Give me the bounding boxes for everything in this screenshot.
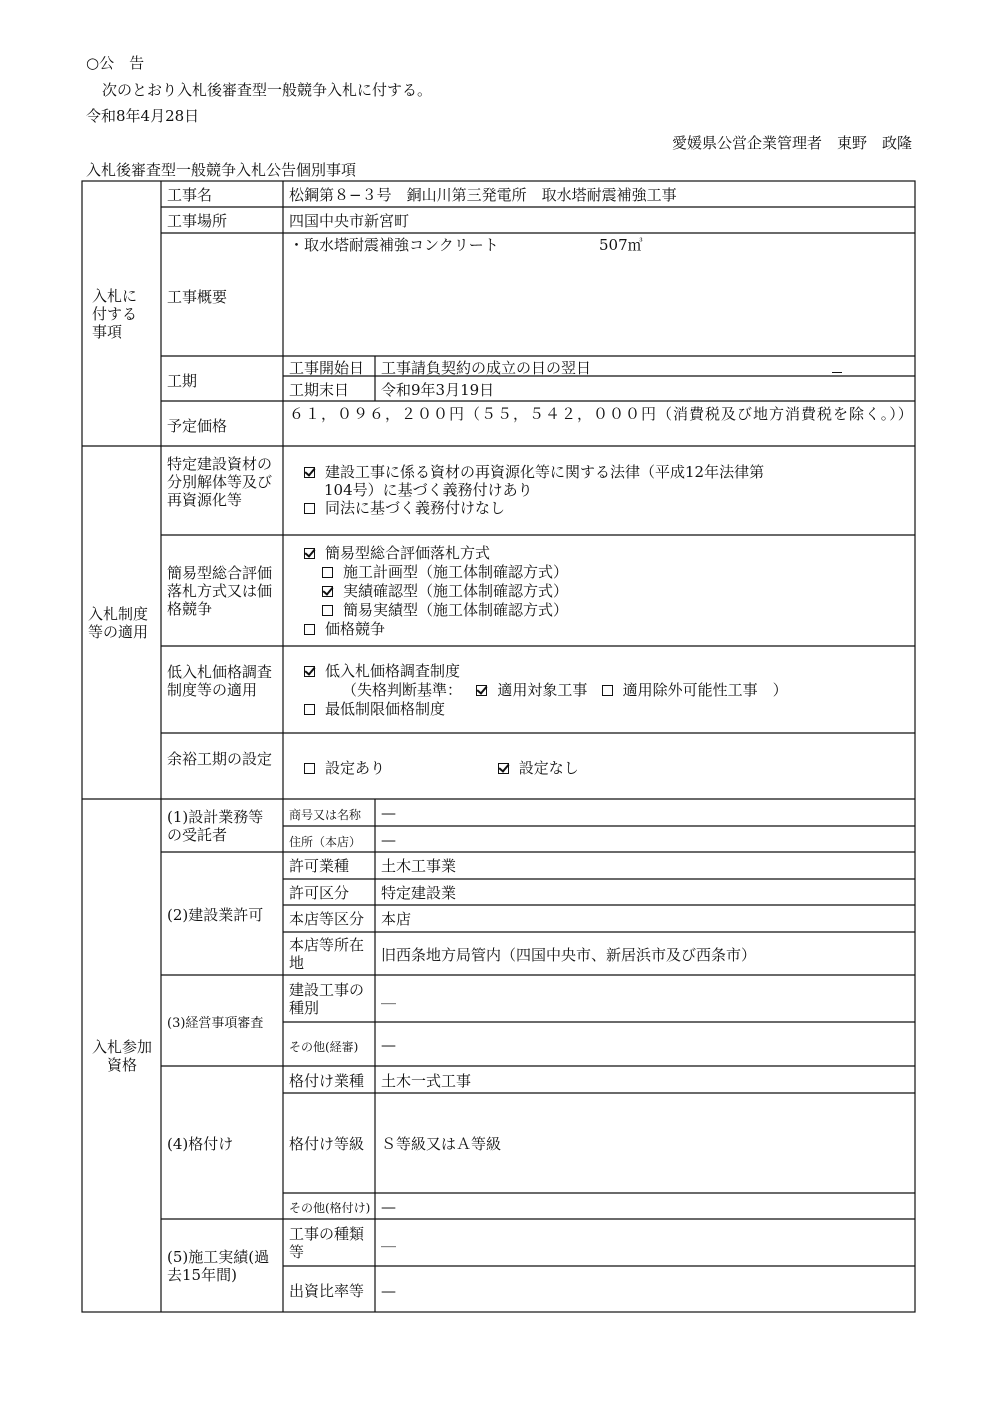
label-design-contractor: (1)設計業務等の受託者 <box>167 808 264 844</box>
value-rating-grade: Ｓ等級又はＡ等級 <box>381 1135 502 1153</box>
checkbox-empty-icon[interactable] <box>322 567 333 578</box>
low-option-minimum[interactable] <box>304 700 906 719</box>
low-crit-a-text: 適用対象工事 <box>497 681 588 699</box>
label-office-type: 本店等区分 <box>289 910 365 928</box>
low-bid-options <box>300 660 910 721</box>
eval-sub1-text: 施工計画型（施工体制確認方式） <box>343 563 569 581</box>
label-permit-class: 許可区分 <box>289 884 350 902</box>
label-work-kind: 建設工事の種別 <box>289 981 365 1017</box>
value-design-address: — <box>381 831 396 849</box>
value-planned-price: ６１，０９６，２００円（５５，５４２，０００円（消費税及び地方消費税を除く。）） <box>289 405 914 423</box>
section-heading-system: 入札制度等の適用 <box>88 605 149 641</box>
eval-option-comprehensive[interactable] <box>304 544 906 563</box>
checkbox-checked-icon[interactable] <box>498 763 509 774</box>
label-spare-period: 余裕工期の設定 <box>167 750 273 768</box>
label-planned-price: 予定価格 <box>167 417 228 435</box>
checkbox-empty-icon[interactable] <box>304 704 315 715</box>
label-construction-permit: (2)建設業許可 <box>167 906 264 924</box>
eval-sub2-text: 実績確認型（施工体制確認方式） <box>343 582 569 600</box>
eval-sub-simple[interactable] <box>304 601 906 620</box>
recycle-option-yes[interactable] <box>304 463 906 481</box>
checkbox-empty-icon[interactable] <box>304 763 315 774</box>
value-office-location: 旧西条地方局管内（四国中央市、新居浜市及び西条市） <box>381 946 757 964</box>
checkbox-checked-icon[interactable] <box>304 666 315 677</box>
evaluation-options <box>300 542 910 641</box>
label-evaluation: 簡易型総合評価落札方式又は価格競争 <box>167 564 273 618</box>
spare-opt1-text: 設定あり <box>325 759 386 777</box>
label-construction-record: (5)施工実績(過去15年間) <box>167 1248 270 1284</box>
recycle-opt1b-text: 104号）に基づく義務付けあり <box>324 481 533 499</box>
label-period: 工期 <box>167 372 198 390</box>
value-design-name: — <box>381 804 396 822</box>
label-design-address: 住所（本店） <box>289 835 362 849</box>
value-office-type: 本店 <box>381 910 412 928</box>
low-criteria-row <box>304 681 906 700</box>
section-heading-bidding: 入札に付する事項 <box>92 287 138 341</box>
value-permit-class: 特定建設業 <box>381 884 457 902</box>
label-rating: (4)格付け <box>167 1135 234 1153</box>
value-investment-ratio: — <box>381 1282 396 1300</box>
value-work-kind: ＿ <box>381 988 397 1006</box>
eval-sub3-text: 簡易実績型（施工体制確認方式） <box>343 601 569 619</box>
label-recycling: 特定建設資材の分別解体等及び再資源化等 <box>167 455 273 509</box>
label-rating-grade: 格付け等級 <box>289 1135 365 1153</box>
underscore-mark <box>832 372 842 373</box>
recycle-options <box>300 461 910 519</box>
checkbox-checked-icon[interactable] <box>322 586 333 597</box>
low-opt2-text: 最低制限価格制度 <box>325 700 446 718</box>
low-option-survey[interactable] <box>304 662 906 681</box>
label-rating-type: 格付け業種 <box>289 1072 365 1090</box>
spare-option-no[interactable] <box>498 759 579 777</box>
eval-sub-record[interactable] <box>304 582 906 601</box>
value-work-place: 四国中央市新宮町 <box>289 212 410 230</box>
value-work-name: 松鋼第８−３号 銅山川第三発電所 取水塔耐震補強工事 <box>289 186 677 204</box>
low-crit-prefix: （失格判断基準： <box>342 681 463 699</box>
low-crit-b-text: 適用除外可能性工事 ） <box>622 681 788 699</box>
value-end-date: 令和9年3月19日 <box>381 381 495 399</box>
label-permit-type: 許可業種 <box>289 857 350 875</box>
checkbox-empty-icon[interactable] <box>602 685 613 696</box>
table-title: 入札後審査型一般競争入札公告個別事項 <box>86 161 357 179</box>
checkbox-checked-icon[interactable] <box>304 548 315 559</box>
spare-option-yes[interactable] <box>304 759 385 777</box>
label-end-date: 工期末日 <box>289 381 350 399</box>
label-rating-other: その他(格付け) <box>289 1201 371 1215</box>
label-work-place: 工事場所 <box>167 212 228 230</box>
checkbox-empty-icon[interactable] <box>304 624 315 635</box>
eval-option-price[interactable] <box>304 620 906 639</box>
recycle-option-no[interactable] <box>304 499 906 517</box>
label-management-review: (3)経営事項審査 <box>167 1016 264 1031</box>
checkbox-checked-icon[interactable] <box>476 685 487 696</box>
checkbox-empty-icon[interactable] <box>304 503 315 514</box>
label-investment-ratio: 出資比率等 <box>289 1282 365 1300</box>
label-work-name: 工事名 <box>167 186 213 204</box>
value-record-kind: ＿ <box>381 1231 397 1249</box>
value-rating-type: 土木一式工事 <box>381 1072 472 1090</box>
notice-title: ○公 告 <box>86 54 145 72</box>
value-permit-type: 土木工事業 <box>381 857 457 875</box>
issuer: 愛媛県公営企業管理者 東野 政隆 <box>671 134 912 152</box>
value-start-date: 工事請負契約の成立の日の翌日 <box>381 359 592 377</box>
section-heading-qualification: 入札参加資格 <box>91 1038 152 1074</box>
value-summary-qty: 507㎥ <box>599 236 643 254</box>
label-record-kind: 工事の種類等 <box>289 1225 365 1261</box>
eval-opt1-text: 簡易型総合評価落札方式 <box>325 544 491 562</box>
spare-opt2-text: 設定なし <box>518 759 579 777</box>
notice-date: 令和8年4月28日 <box>86 107 200 125</box>
eval-opt2-text: 価格競争 <box>325 620 386 638</box>
recycle-opt1a-text: 建設工事に係る資材の再資源化等に関する法律（平成12年法律第 <box>325 463 765 481</box>
value-review-other: — <box>381 1036 396 1054</box>
label-low-bid: 低入札価格調査制度等の適用 <box>167 663 273 699</box>
value-summary-item: ・取水塔耐震補強コンクリート <box>289 236 499 254</box>
low-opt1-text: 低入札価格調査制度 <box>325 662 461 680</box>
checkbox-checked-icon[interactable] <box>304 467 315 478</box>
checkbox-empty-icon[interactable] <box>322 605 333 616</box>
recycle-opt2-text: 同法に基づく義務付けなし <box>325 499 506 517</box>
label-work-summary: 工事概要 <box>167 288 228 306</box>
label-review-other: その他(経審) <box>289 1040 359 1054</box>
label-start-date: 工事開始日 <box>289 359 365 377</box>
spare-period-options <box>300 757 910 779</box>
label-design-name: 商号又は名称 <box>289 808 362 822</box>
eval-sub-plan[interactable] <box>304 563 906 582</box>
value-rating-other: — <box>381 1198 396 1216</box>
notice-intro: 次のとおり入札後審査型一般競争入札に付する。 <box>102 81 433 99</box>
label-office-location: 本店等所在地 <box>289 936 365 972</box>
